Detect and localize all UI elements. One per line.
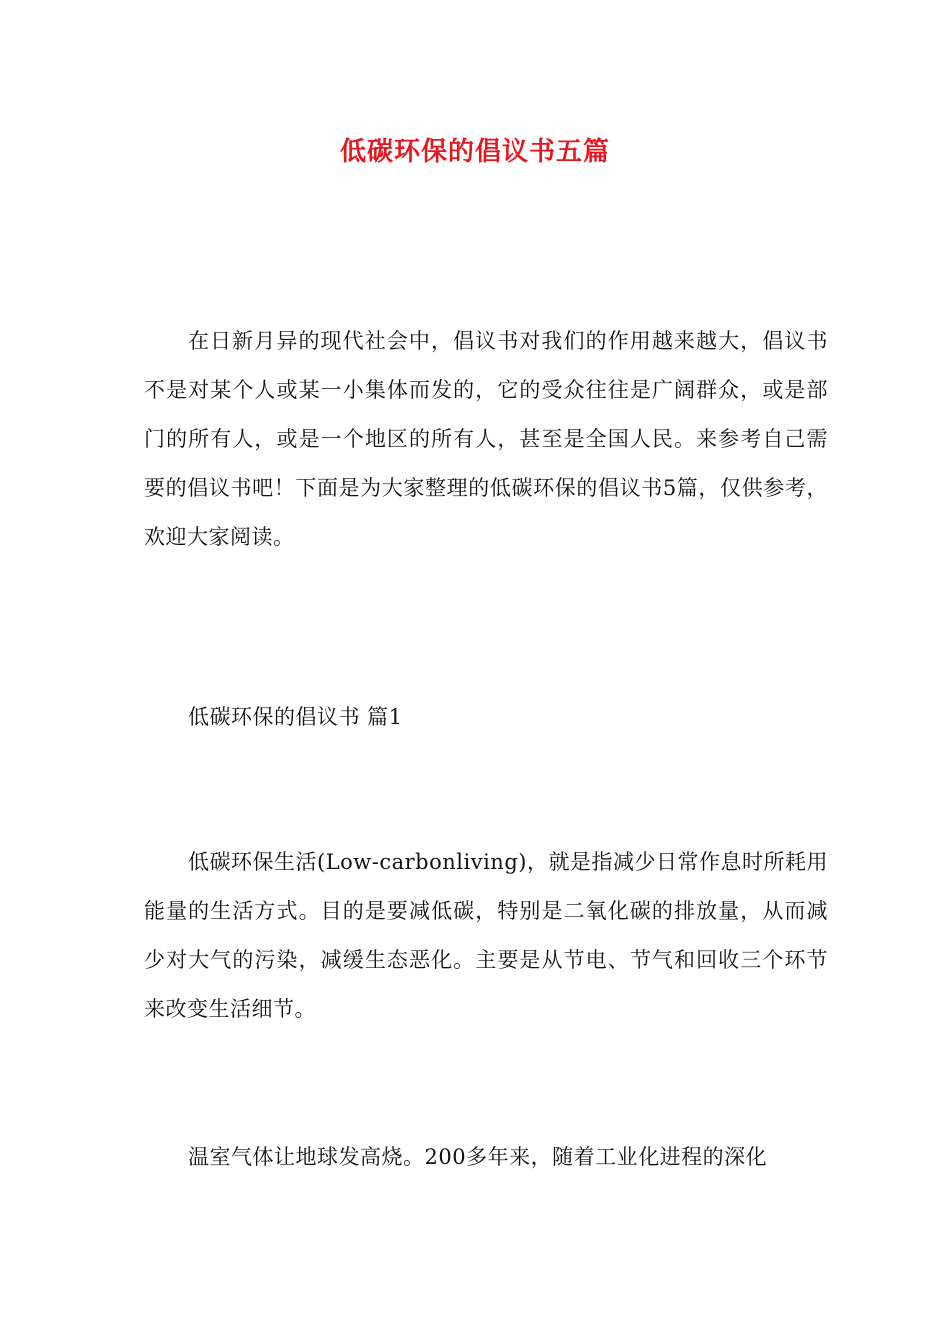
section-heading: 低碳环保的倡议书 篇1 xyxy=(188,705,403,729)
document-title: 低碳环保的倡议书五篇 xyxy=(339,137,610,167)
body-paragraph: 低碳环保生活(Low-carbonliving)，就是指减少日常作息时所耗用能量的生活方式。目的是要减低碳，特别是二氧化碳的排放量，从而减少对大气的污染，减缓生态恶化。主要是从节电、节气和回收三个环节来改变生活细节。 xyxy=(144,850,828,1021)
intro-paragraph: 在日新月异的现代社会中，倡议书对我们的作用越来越大，倡议书不是对某个人或某一小集体而发的，它的受众往往是广阔群众，或是部门的所有人，或是一个地区的所有人，甚至是全国人民。来参考自己需要的倡议书吧！下面是为大家整理的低碳环保的倡议书5篇，仅供参考，欢迎大家阅读。 xyxy=(144,329,828,549)
body-paragraph: 温室气体让地球发高烧。200多年来，随着工业化进程的深化 xyxy=(188,1145,768,1169)
